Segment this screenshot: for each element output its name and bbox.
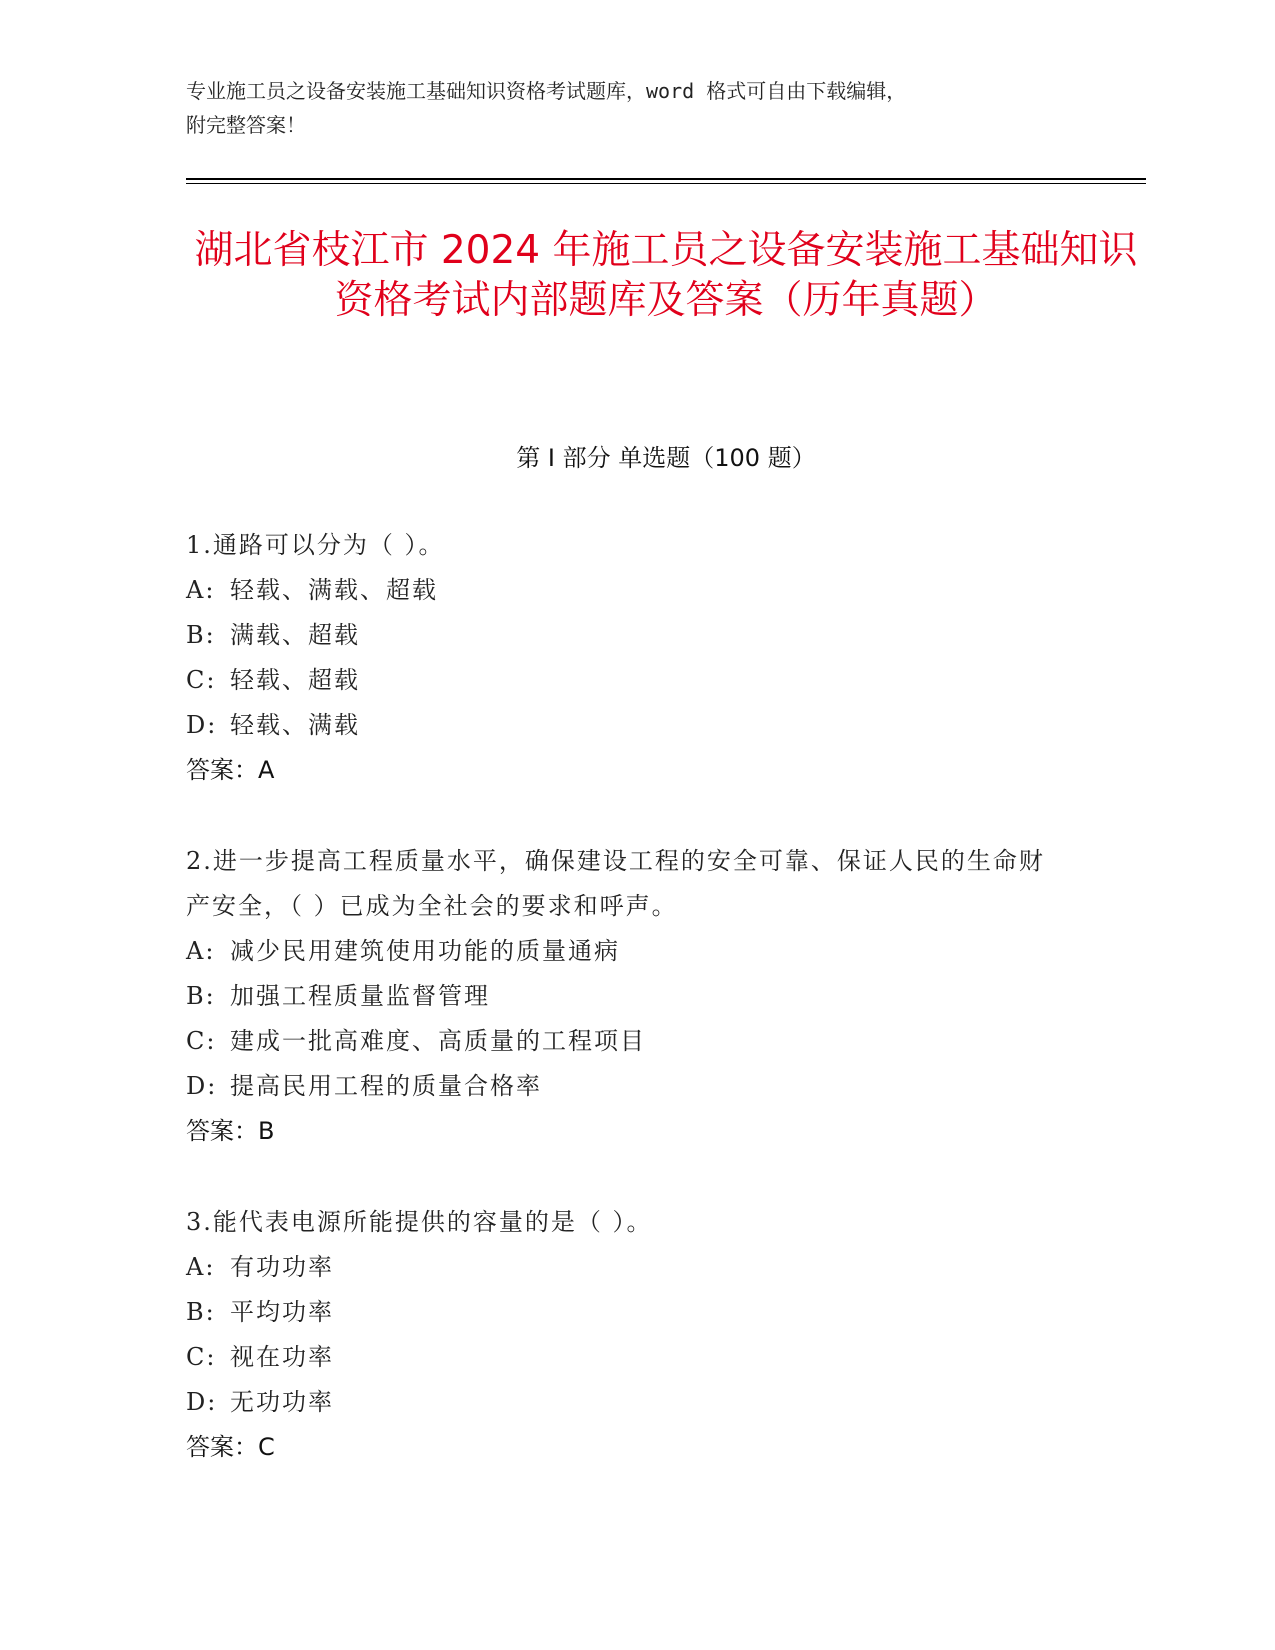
option-text: 平均功率: [230, 1298, 334, 1326]
question-list: [186, 523, 1066, 1516]
question-stem: 2.进一步提高工程质量水平，确保建设工程的安全可靠、保证人民的生命财产安全，（ ）已成为全社会的要求和呼声。: [186, 847, 1045, 920]
option-d: [186, 1380, 1066, 1425]
option-d: [186, 1064, 1066, 1109]
option-letter: B:: [186, 982, 216, 1010]
answer: 答案：B: [186, 1117, 275, 1145]
option-letter: B:: [186, 621, 216, 649]
option-text: 轻载、满载: [230, 711, 360, 739]
option-text: 满载、超载: [230, 621, 360, 649]
option-a: [186, 568, 1066, 613]
option-letter: D:: [186, 1072, 218, 1100]
question-stem: 3.能代表电源所能提供的容量的是（ ）。: [186, 1208, 653, 1236]
option-text: 轻载、超载: [230, 666, 360, 694]
question-3: [186, 1200, 1066, 1470]
header-divider-thin: [186, 183, 1146, 184]
option-text: 减少民用建筑使用功能的质量通病: [230, 937, 620, 965]
option-letter: B:: [186, 1298, 216, 1326]
header-note-line-1: 专业施工员之设备安装施工基础知识资格考试题库，word 格式可自由下载编辑，: [186, 79, 907, 103]
option-text: 加强工程质量监督管理: [230, 982, 490, 1010]
option-text: 建成一批高难度、高质量的工程项目: [230, 1027, 646, 1055]
option-text: 无功功率: [230, 1388, 334, 1416]
section-heading: 第 I 部分 单选题（100 题）: [516, 444, 816, 472]
option-letter: A:: [186, 1253, 216, 1281]
question-stem: 1.通路可以分为（ ）。: [186, 531, 445, 559]
question-2: [186, 839, 1066, 1154]
option-letter: C:: [186, 1343, 217, 1371]
option-letter: C:: [186, 666, 217, 694]
option-a: [186, 929, 1066, 974]
option-text: 视在功率: [230, 1343, 334, 1371]
option-c: [186, 1335, 1066, 1380]
option-b: [186, 974, 1066, 1019]
option-letter: A:: [186, 937, 216, 965]
option-text: 提高民用工程的质量合格率: [230, 1072, 542, 1100]
answer: 答案：A: [186, 756, 275, 784]
header-note: [186, 74, 1086, 142]
answer: 答案：C: [186, 1433, 275, 1461]
option-letter: A:: [186, 576, 216, 604]
question-1: [186, 523, 1066, 793]
option-b: [186, 613, 1066, 658]
option-letter: D:: [186, 1388, 218, 1416]
header-divider-thick: [186, 178, 1146, 180]
option-c: [186, 658, 1066, 703]
header-note-line-2: 附完整答案！: [186, 113, 306, 137]
option-text: 轻载、满载、超载: [230, 576, 438, 604]
option-a: [186, 1245, 1066, 1290]
option-letter: D:: [186, 711, 218, 739]
option-c: [186, 1019, 1066, 1064]
option-text: 有功功率: [230, 1253, 334, 1281]
option-b: [186, 1290, 1066, 1335]
document-title: 湖北省枝江市 2024 年施工员之设备安装施工基础知识资格考试内部题库及答案（历年真题）: [194, 228, 1138, 323]
option-d: [186, 703, 1066, 748]
option-letter: C:: [186, 1027, 217, 1055]
